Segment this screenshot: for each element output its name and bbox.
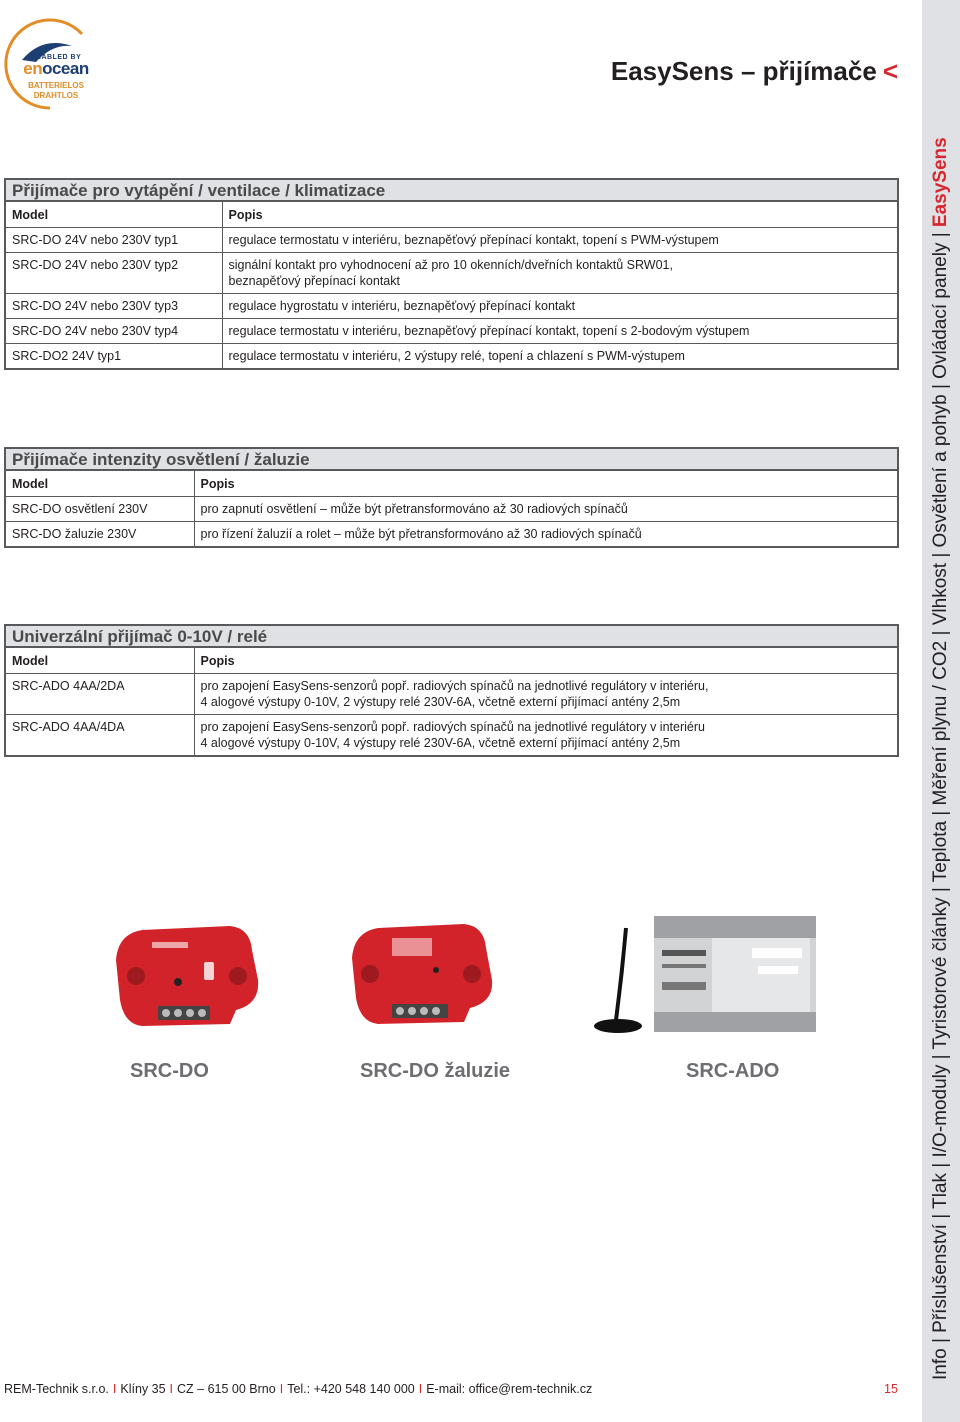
column-header-popis: Popis [194, 471, 898, 497]
popis-cell: pro řízení žaluzií a rolet – může být přetransformováno až 30 radiových spínačů [194, 522, 898, 548]
product-src-do-zaluzie-image [348, 918, 496, 1035]
model-cell: SRC-DO 24V nebo 230V typ2 [5, 253, 222, 294]
page-number: 15 [884, 1382, 898, 1396]
table-header-row [5, 471, 898, 497]
popis-cell: regulace termostatu v interiéru, beznapěťový přepínací kontakt, topení s 2-bodovým výstupem [222, 319, 898, 344]
receivers-table [4, 202, 899, 370]
footer-address: Klíny 35 [120, 1382, 166, 1396]
receivers-table [4, 471, 899, 548]
footer-city: CZ – 615 00 Brno [177, 1382, 276, 1396]
title-marker: < [882, 56, 898, 86]
footer-company: REM-Technik s.r.o. [4, 1382, 109, 1396]
table-row [5, 228, 898, 253]
popis-cell: regulace termostatu v interiéru, beznapěťový přepínací kontakt, topení s PWM-výstupem [222, 228, 898, 253]
popis-cell: regulace hygrostatu v interiéru, beznapěťový přepínací kontakt [222, 294, 898, 319]
table-header-row [5, 202, 898, 228]
table-row [5, 294, 898, 319]
product-caption: SRC-DO žaluzie [360, 1060, 511, 1082]
table-row [5, 674, 898, 715]
section-title: Přijímače pro vytápění / ventilace / klimatizace [4, 178, 899, 202]
product-src-do-image [112, 920, 262, 1037]
product-caption: SRC-ADO [686, 1060, 780, 1082]
src-do-device-icon [112, 920, 262, 1032]
side-nav-active: EasySens [930, 137, 951, 228]
model-cell: SRC-DO žaluzie 230V [5, 522, 194, 548]
model-cell: SRC-DO osvětlení 230V [5, 497, 194, 522]
logo-subtitle-2: DRAHTLOS [33, 91, 79, 100]
section-title: Přijímače intenzity osvětlení / žaluzie [4, 447, 899, 471]
model-cell: SRC-ADO 4AA/4DA [5, 715, 194, 757]
popis-cell: pro zapnutí osvětlení – může být přetransformováno až 30 radiových spínačů [194, 497, 898, 522]
section-universal [4, 624, 899, 757]
logo-enabled-by: ENABLED BY [30, 54, 82, 61]
enocean-logo [2, 16, 98, 112]
section-heating [4, 178, 899, 370]
column-header-popis: Popis [194, 648, 898, 674]
popis-cell: pro zapojení EasySens-senzorů popř. radiových spínačů na jednotlivé regulátory v interiéru, 4 alogové výstupy 0-10V, 2 výstupy relé 230V-6A, včetně externí přijímací antény 2,5m [194, 674, 898, 715]
product-src-ado-image [592, 904, 820, 1045]
logo-brand: enocean [23, 59, 89, 78]
popis-cell: pro zapojení EasySens-senzorů popř. radiových spínačů na jednotlivé regulátory v interiéru 4 alogové výstupy 0-10V, 4 výstupy relé 230V-6A, včetně externí přijímací antény 2,5m [194, 715, 898, 757]
model-cell: SRC-DO2 24V typ1 [5, 344, 222, 370]
popis-cell: regulace termostatu v interiéru, 2 výstupy relé, topení a chlazení s PWM-výstupem [222, 344, 898, 370]
table-header-row [5, 648, 898, 674]
footer: REM-Technik s.r.o. I Klíny 35 I CZ – 615 00 Brno I Tel.: +420 548 140 000 I E-mail: office@rem-technik.cz [4, 1382, 593, 1396]
table-row [5, 497, 898, 522]
model-cell: SRC-DO 24V nebo 230V typ4 [5, 319, 222, 344]
page-title: EasySens – přijímače < [610, 56, 898, 86]
table-row [5, 715, 898, 757]
src-ado-device-icon [592, 904, 820, 1040]
src-do-zaluzie-device-icon [348, 918, 496, 1030]
popis-cell: signální kontakt pro vyhodnocení až pro 10 okenních/dveřních kontaktů SRW01, beznapěťový přepínací kontakt [222, 253, 898, 294]
product-caption: SRC-DO [130, 1060, 209, 1082]
side-nav-items: Info | Příslušenství | Tlak | I/O-moduly | Tyristorové články | Teplota | Měření plynu / CO2 | Vlhkost | Osvětlení a pohyb | Ovládací panely | [930, 227, 951, 1380]
table-row [5, 253, 898, 294]
table-row [5, 319, 898, 344]
column-header-model: Model [5, 202, 222, 228]
logo-subtitle-1: BATTERIELOS [28, 81, 84, 90]
model-cell: SRC-DO 24V nebo 230V typ1 [5, 228, 222, 253]
section-lighting [4, 447, 899, 548]
table-row [5, 522, 898, 548]
side-navigation[interactable] [930, 48, 952, 1380]
receivers-table [4, 648, 899, 757]
column-header-model: Model [5, 471, 194, 497]
column-header-model: Model [5, 648, 194, 674]
footer-phone: Tel.: +420 548 140 000 [287, 1382, 415, 1396]
column-header-popis: Popis [222, 202, 898, 228]
footer-email[interactable]: E-mail: office@rem-technik.cz [426, 1382, 593, 1396]
model-cell: SRC-DO 24V nebo 230V typ3 [5, 294, 222, 319]
section-title: Univerzální přijímač 0-10V / relé [4, 624, 899, 648]
model-cell: SRC-ADO 4AA/2DA [5, 674, 194, 715]
table-row [5, 344, 898, 370]
